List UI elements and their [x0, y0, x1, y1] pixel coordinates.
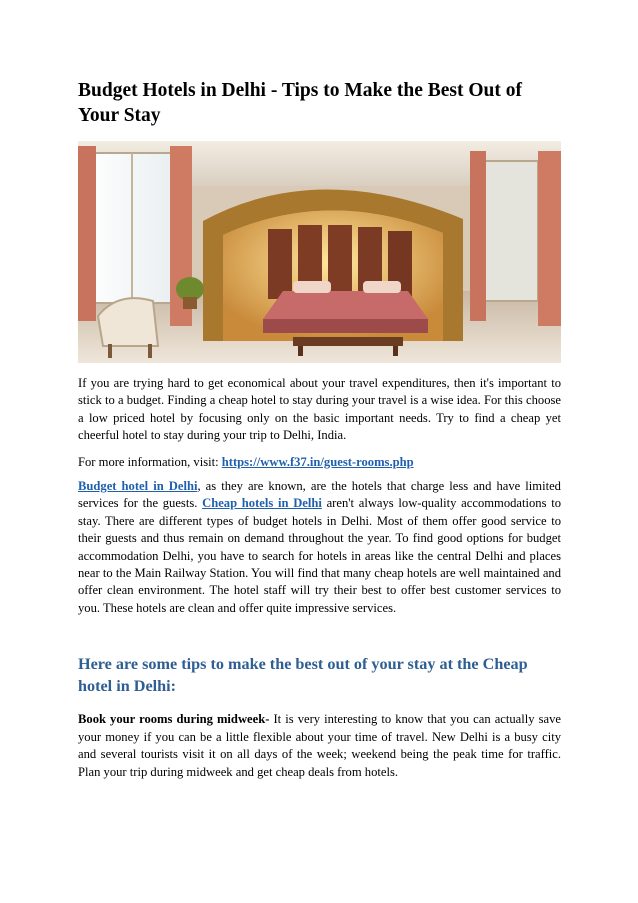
more-info-prefix: For more information, visit: [78, 454, 222, 469]
para2-text-1: , as they are known, are the hotels that charge less and have limited services for the guests. [78, 479, 561, 511]
intro-paragraph: If you are trying hard to get economical about your travel expenditures, then it's important to stick to a budget. Finding a cheap hotel to stay during your travel is a wise idea. For this choose a low priced hotel by focusing only on the basic important needs. Try to find a cheap yet cheerful hotel to stay during your trip to Delhi, India. [78, 376, 561, 443]
page-title: Budget Hotels in Delhi - Tips to Make the Best Out of Your Stay [78, 80, 523, 126]
document-page [78, 78, 561, 781]
hotel-room-photo [78, 141, 561, 363]
tip-text: It is very interesting to know that you can actually save your money if you can be a little flexible about your time of travel. New Delhi is a busy city and several tourists visit it on all days of the week; weekend being the peak time for traffic. Plan your trip during midweek and get cheap deals from hotels. [78, 712, 561, 779]
guest-rooms-link[interactable]: https://www.f37.in/guest-rooms.php [221, 454, 414, 469]
budget-hotels-paragraph [78, 478, 561, 617]
para2-text-2: aren't always low-quality accommodations to stay. There are different types of budget hotels in Delhi. Most of them offer good service to their guests and thus remain on demand throughout the year. To find good options for budget accommodation Delhi, you have to search for hotels in areas like the central Delhi and places near to the Main Railway Station. You will find that many cheap hotels are well maintained and offer clean environment. The hotel staff will try their best to offer best customer services to you. These hotels are clean and offer quite impressive services. [78, 496, 562, 615]
cheap-hotels-link[interactable]: Cheap hotels in Delhi [202, 496, 322, 511]
more-info-line [78, 454, 561, 471]
tips-heading: Here are some tips to make the best out of your stay at the Cheap hotel in Delhi: [78, 655, 528, 696]
tip-paragraph-midweek [78, 711, 561, 781]
budget-hotel-link[interactable]: Budget hotel in Delhi [78, 479, 198, 494]
tip-title: Book your rooms during midweek- [78, 712, 270, 727]
